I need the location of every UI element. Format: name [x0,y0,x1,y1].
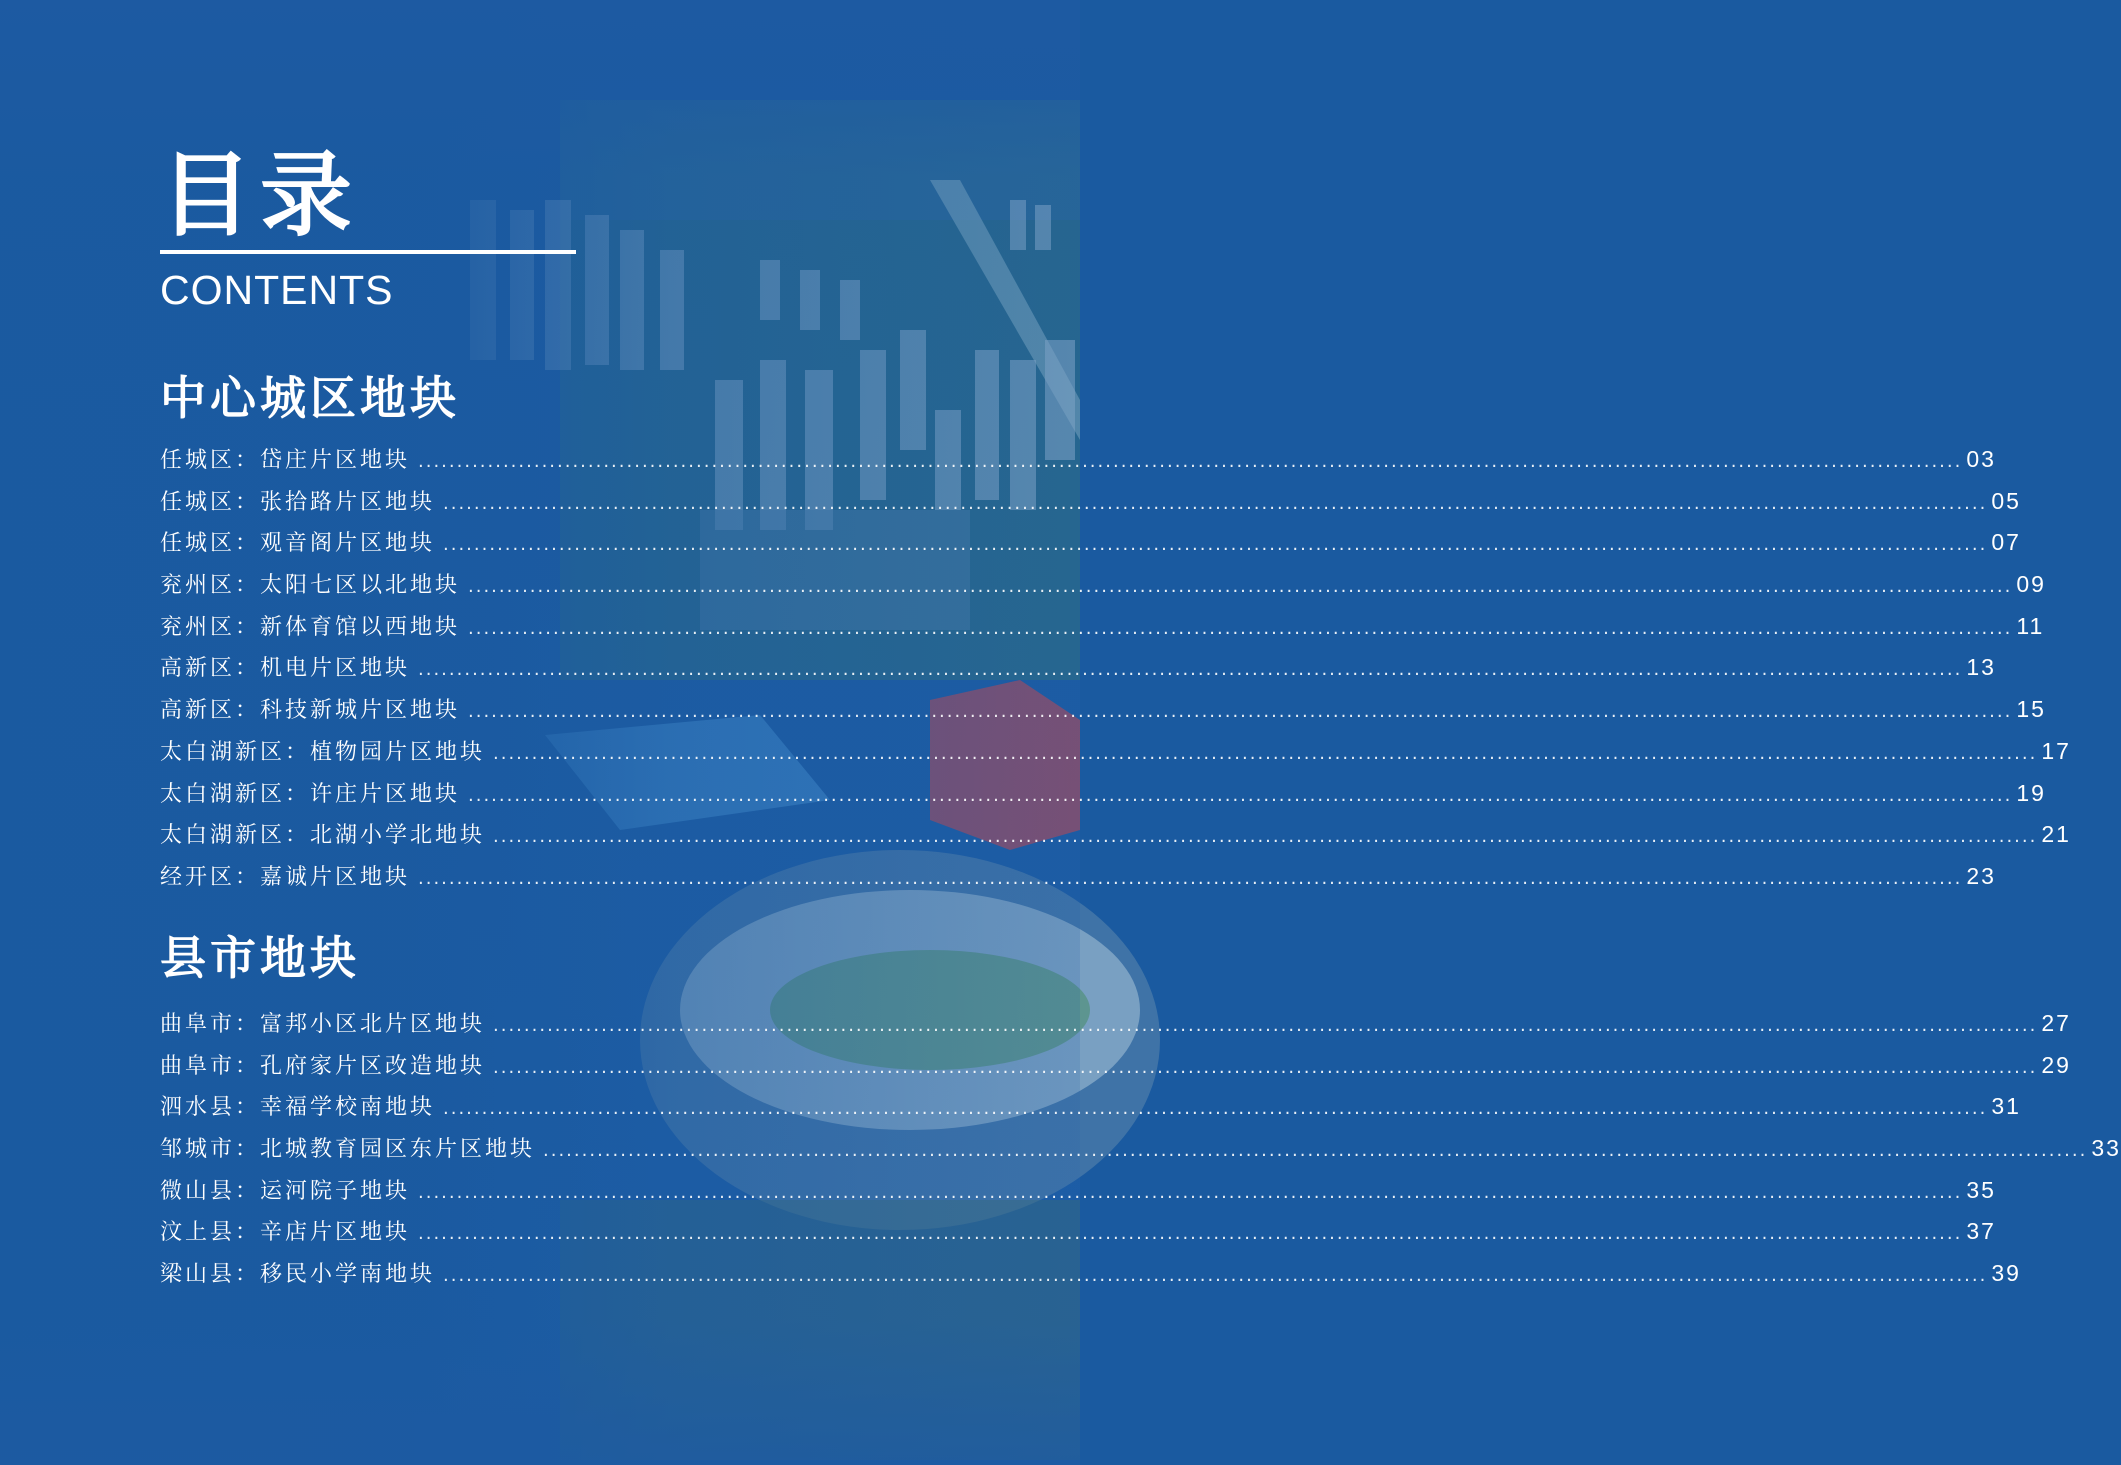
toc-entry-page-number: 21 [2041,821,2071,848]
toc-entry-page-number: 37 [1966,1218,1996,1245]
toc-entry-label: 太白湖新区：许庄片区地块 [160,781,461,807]
dot-leader: ........................................................................................................................................................................................................ [543,1140,2088,1162]
toc-entry-page-number: 03 [1966,446,1996,472]
toc-list-central [160,439,2071,898]
toc-entry[interactable] [160,1253,2021,1295]
toc-entry-page-number: 15 [2016,696,2046,723]
dot-leader: ........................................................................................................................................................................................................ [468,701,2013,723]
toc-entry-page-number: 35 [1966,1176,1996,1203]
toc-entry-page-number: 09 [2016,571,2046,598]
toc-entry[interactable] [160,1086,2021,1128]
toc-entry[interactable] [160,564,2046,606]
toc-entry-label: 任城区：观音阁片区地块 [160,531,436,557]
toc-entry-label: 汶上县：辛店片区地块 [160,1220,411,1246]
toc-entry-label: 高新区：科技新城片区地块 [160,698,461,724]
toc-entry-label: 微山县：运河院子地块 [160,1178,411,1204]
toc-entry[interactable] [160,1045,2071,1087]
dot-leader: ........................................................................................................................................................................................................ [443,492,1988,514]
toc-entry-label: 泗水县：幸福学校南地块 [160,1095,436,1121]
dot-leader: ........................................................................................................................................................................................................ [418,867,1963,889]
toc-entry[interactable] [160,1211,1996,1253]
toc-entry[interactable] [160,856,1996,898]
dot-leader: ........................................................................................................................................................................................................ [468,784,2013,806]
dot-leader: ........................................................................................................................................................................................................ [443,1265,1988,1287]
toc-entry-label: 经开区：嘉诚片区地块 [160,864,411,890]
dot-leader: ........................................................................................................................................................................................................ [443,534,1988,556]
toc-entry-label: 兖州区：新体育馆以西地块 [160,614,461,640]
toc-entry[interactable] [160,689,2046,731]
toc-entry-page-number: 11 [2016,612,2045,639]
toc-entry[interactable] [160,773,2046,815]
toc-entry-page-number: 31 [1991,1093,2021,1120]
toc-entry[interactable] [160,1128,2121,1170]
toc-entry-label: 高新区：机电片区地块 [160,656,411,682]
dot-leader: ........................................................................................................................................................................................................ [468,576,2013,598]
toc-entry-page-number: 27 [2041,1010,2071,1036]
toc-entry[interactable] [160,731,2071,773]
dot-leader: ........................................................................................................................................................................................................ [418,1223,1963,1245]
dot-leader: ........................................................................................................................................................................................................ [493,742,2038,764]
toc-entry-page-number: 29 [2041,1051,2071,1078]
toc-entry-label: 任城区：张拾路片区地块 [160,489,436,515]
dot-leader: ........................................................................................................................................................................................................ [493,826,2038,848]
toc-list-counties [160,1003,2121,1295]
title-divider [160,250,576,254]
toc-entry[interactable] [160,1170,1996,1212]
toc-entry-label: 任城区：岱庄片区地块 [160,448,411,473]
page-title: 目录 [160,141,361,249]
dot-leader: ........................................................................................................................................................................................................ [418,1181,1963,1203]
toc-entry[interactable] [160,647,1996,689]
toc-entry-page-number: 17 [2041,737,2071,764]
dot-leader: ........................................................................................................................................................................................................ [493,1056,2038,1078]
toc-entry-label: 太白湖新区：北湖小学北地块 [160,823,486,849]
toc-entry-page-number: 23 [1966,862,1996,889]
toc-entry-page-number: 39 [1991,1260,2021,1287]
dot-leader: ........................................................................................................................................................................................................ [493,1015,2038,1036]
toc-entry-label: 曲阜市：孔府家片区改造地块 [160,1053,486,1079]
toc-entry-page-number: 19 [2016,779,2046,806]
toc-entry[interactable] [160,439,1996,481]
toc-entry[interactable] [160,481,2021,523]
toc-entry-label: 兖州区：太阳七区以北地块 [160,573,461,599]
toc-entry[interactable] [160,606,2045,648]
toc-entry[interactable] [160,522,2021,564]
toc-entry-label: 曲阜市：富邦小区北片区地块 [160,1012,486,1037]
toc-entry[interactable] [160,1003,2071,1045]
section-heading-central: 中心城区地块 [160,371,460,425]
toc-entry-page-number: 13 [1966,654,1996,681]
toc-entry-label: 邹城市：北城教育园区东片区地块 [160,1137,536,1163]
toc-entry-page-number: 05 [1991,487,2021,514]
toc-entry[interactable] [160,814,2071,856]
page-subtitle: CONTENTS [160,267,394,313]
dot-leader: ........................................................................................................................................................................................................ [443,1098,1988,1120]
dot-leader: ........................................................................................................................................................................................................ [468,617,2013,639]
toc-entry-page-number: 07 [1991,529,2021,556]
toc-entry-page-number: 33 [2091,1135,2121,1162]
dot-leader: ........................................................................................................................................................................................................ [418,451,1963,472]
toc-entry-label: 梁山县：移民小学南地块 [160,1262,436,1288]
toc-entry-label: 太白湖新区：植物园片区地块 [160,739,486,765]
section-heading-counties: 县市地块 [160,931,360,985]
dot-leader: ........................................................................................................................................................................................................ [418,659,1963,681]
